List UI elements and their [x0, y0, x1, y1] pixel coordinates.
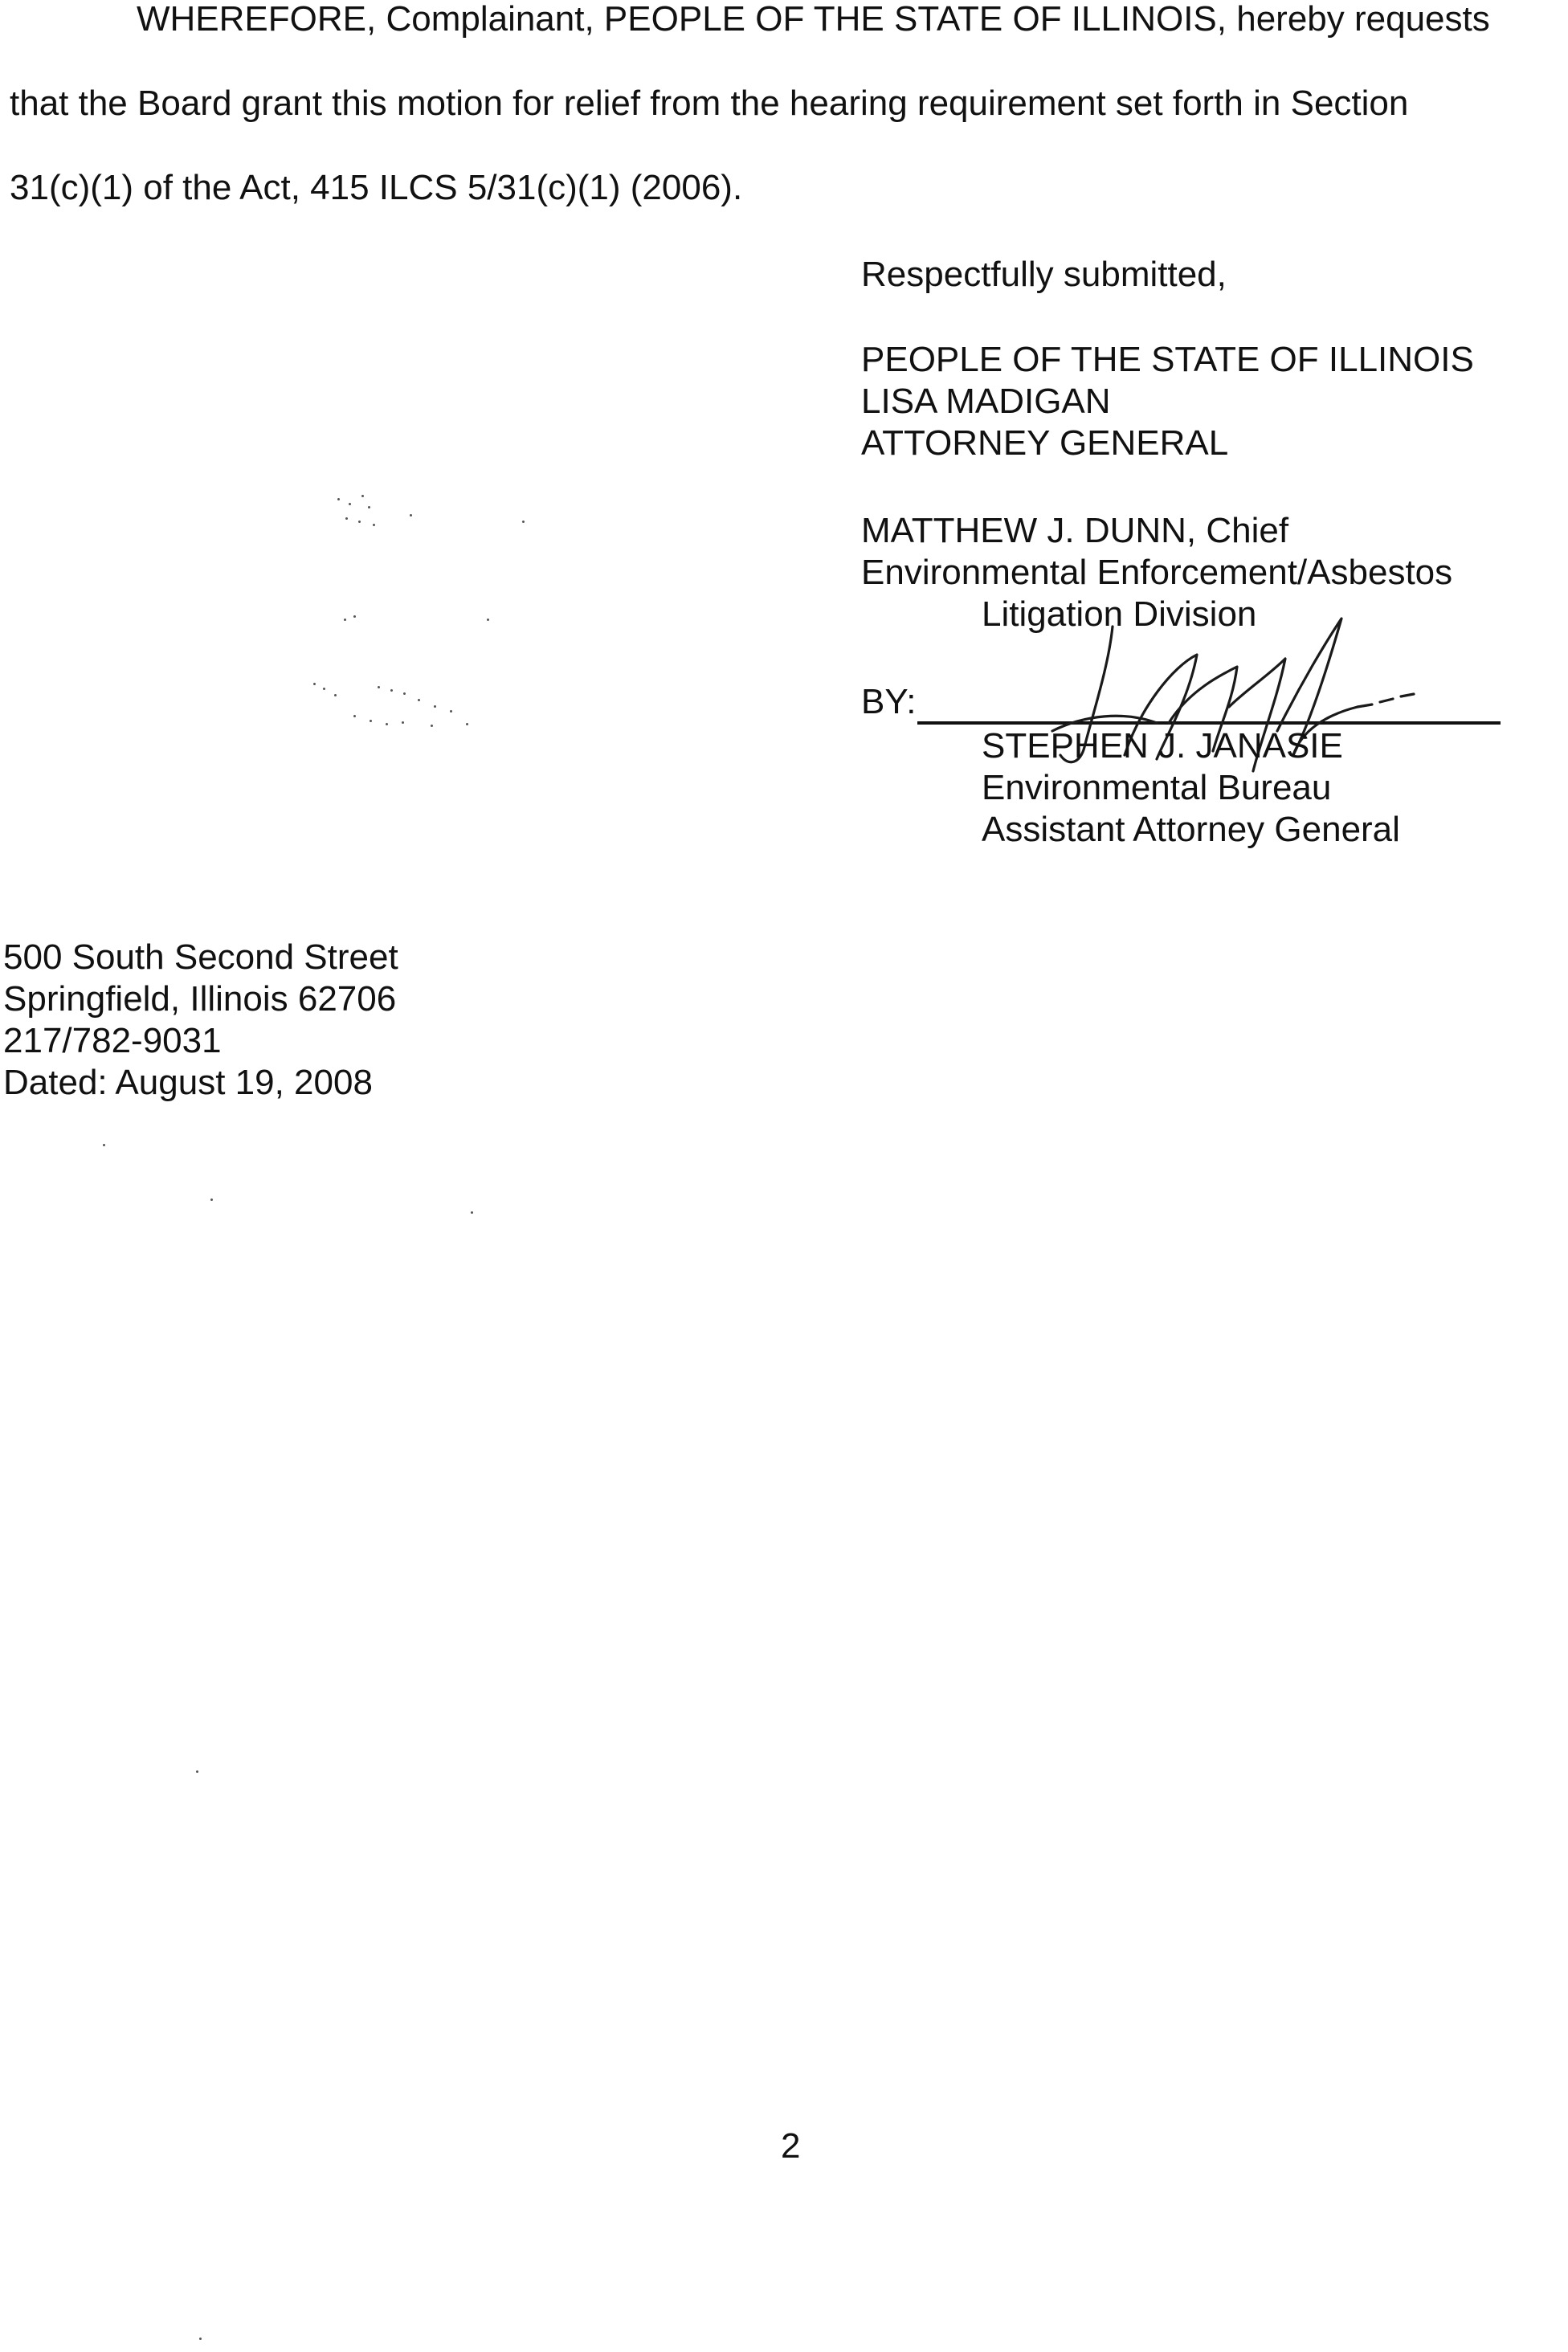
- scan-speck: [199, 2338, 202, 2340]
- scan-speck: [103, 1144, 105, 1146]
- attorney-general-name: LISA MADIGAN: [861, 382, 1111, 421]
- paragraph-line-2: that the Board grant this motion for relief from the hearing requirement set forth in Section: [10, 84, 1409, 123]
- scan-speck: [210, 1198, 213, 1201]
- chief-name: MATTHEW J. DUNN, Chief: [861, 511, 1289, 550]
- by-label: BY:: [861, 682, 917, 721]
- chief-division-cont: Litigation Division: [982, 594, 1257, 634]
- scan-speck: [471, 1211, 473, 1214]
- page-number: 2: [781, 2126, 801, 2166]
- chief-division: Environmental Enforcement/Asbestos: [861, 553, 1453, 592]
- signer-name: STEPHEN J. JANASIE: [982, 726, 1343, 766]
- paragraph-line-1: WHEREFORE, Complainant, PEOPLE OF THE STATE OF ILLINOIS, hereby requests: [137, 0, 1490, 39]
- attorney-general-title: ATTORNEY GENERAL: [861, 423, 1229, 463]
- address-block: [3, 937, 398, 1104]
- paragraph-line-3: 31(c)(1) of the Act, 415 ILCS 5/31(c)(1) (2006).: [10, 168, 743, 207]
- stamp-residue-icon: [289, 482, 546, 755]
- party-block: [861, 339, 1474, 464]
- signer-block: [982, 725, 1400, 851]
- closing-phrase: Respectfully submitted,: [861, 255, 1227, 294]
- date-line: Dated: August 19, 2008: [3, 1063, 373, 1102]
- phone-number: 217/782-9031: [3, 1021, 222, 1060]
- signer-bureau: Environmental Bureau: [982, 768, 1332, 807]
- city-state-zip: Springfield, Illinois 62706: [3, 979, 397, 1019]
- signer-title: Assistant Attorney General: [982, 810, 1400, 849]
- street-address: 500 South Second Street: [3, 937, 398, 977]
- scan-speck: [196, 1770, 198, 1773]
- party-name: PEOPLE OF THE STATE OF ILLINOIS: [861, 340, 1474, 379]
